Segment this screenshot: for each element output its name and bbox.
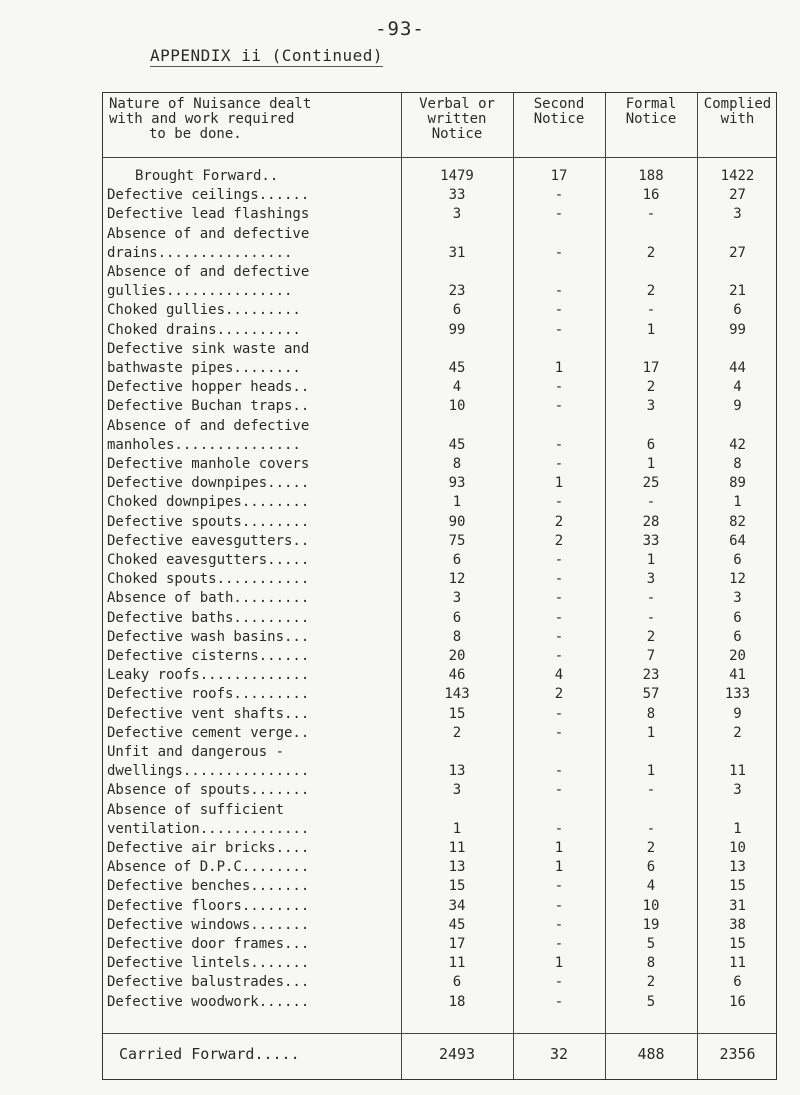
carried-forward-row [103, 1039, 776, 1069]
complied-count: 16 [729, 993, 746, 1010]
nuisance-description: Brought Forward.. [135, 168, 279, 184]
complied-count: 99 [729, 321, 746, 338]
header-complied-line: with [720, 111, 755, 127]
footer-complied-total: 2356 [719, 1045, 756, 1063]
complied-count: 10 [729, 840, 746, 856]
table-row [103, 609, 776, 627]
verbal-notice-count: 6 [452, 609, 462, 626]
formal-notice-count: 2 [646, 379, 656, 396]
table-row [103, 225, 776, 243]
verbal-notice-count: 46 [448, 667, 466, 684]
complied-count: 1422 [720, 168, 755, 184]
complied-count: 133 [724, 686, 751, 703]
nuisance-description: Choked gullies......... [107, 302, 301, 319]
second-notice-count: - [554, 552, 564, 568]
second-notice-count: - [554, 321, 564, 338]
nuisance-description: Defective cisterns...... [107, 648, 310, 664]
formal-notice-count: 2 [646, 628, 656, 645]
second-notice-count: - [554, 302, 564, 319]
second-notice-count: 1 [554, 475, 564, 492]
nuisance-description: Defective hopper heads.. [107, 379, 310, 396]
formal-notice-count: 188 [638, 168, 664, 184]
footer-divider [103, 1033, 776, 1034]
header-second [513, 97, 605, 127]
verbal-notice-count: 45 [448, 436, 466, 453]
header-nature-line: to be done. [149, 126, 242, 142]
formal-notice-count: - [646, 302, 656, 319]
formal-notice-count: 33 [642, 532, 660, 549]
table-row [103, 532, 776, 550]
complied-count: 9 [733, 705, 742, 722]
formal-notice-count: 25 [642, 475, 660, 492]
formal-notice-count: 4 [646, 878, 656, 895]
formal-notice-count: 19 [642, 916, 660, 933]
nuisance-description: Defective spouts........ [107, 513, 310, 530]
table-row [103, 263, 776, 281]
verbal-notice-count: 13 [448, 763, 466, 780]
second-notice-count: 1 [554, 859, 564, 876]
second-notice-count: 4 [554, 667, 564, 684]
nuisance-description: Absence of and defective [107, 225, 310, 242]
second-notice-count: 2 [554, 686, 564, 703]
nuisance-description: Choked spouts........... [107, 571, 310, 588]
complied-count: 11 [729, 955, 746, 972]
formal-notice-count: 1 [646, 552, 656, 568]
verbal-notice-count: 23 [448, 283, 466, 300]
table-row [103, 839, 776, 857]
nuisance-description: Defective air bricks.... [107, 840, 310, 856]
header-nature [109, 97, 399, 142]
second-notice-count: - [554, 398, 564, 415]
table-row [103, 513, 776, 531]
complied-count: 21 [729, 283, 746, 300]
verbal-notice-count: 3 [452, 782, 462, 799]
complied-count: 64 [729, 532, 746, 549]
complied-count: 6 [733, 628, 742, 645]
nuisance-description: Defective roofs......... [107, 686, 310, 703]
nuisance-table [102, 92, 777, 1080]
complied-count: 6 [733, 302, 742, 319]
complied-count: 89 [729, 475, 746, 492]
verbal-notice-count: 45 [448, 916, 466, 933]
second-notice-count: - [554, 244, 564, 261]
table-row [103, 935, 776, 953]
nuisance-description: Defective balustrades... [107, 974, 310, 991]
formal-notice-count: 2 [646, 840, 656, 856]
complied-count: 20 [729, 648, 746, 664]
second-notice-count: - [554, 571, 564, 588]
complied-count: 13 [729, 859, 746, 876]
verbal-notice-count: 11 [448, 955, 466, 972]
nuisance-description: Choked downpipes........ [107, 494, 310, 511]
complied-count: 6 [733, 552, 742, 568]
formal-notice-count: 2 [646, 974, 656, 991]
formal-notice-count: 8 [646, 705, 656, 722]
header-formal [605, 97, 697, 127]
second-notice-count: - [554, 628, 564, 645]
table-row [103, 628, 776, 646]
table-row [103, 378, 776, 396]
table-row [103, 551, 776, 569]
verbal-notice-count: 143 [444, 686, 470, 703]
nuisance-description: Defective downpipes..... [107, 475, 310, 492]
second-notice-count: 1 [554, 360, 564, 376]
table-row [103, 647, 776, 665]
verbal-notice-count: 45 [448, 360, 466, 376]
formal-notice-count: 57 [642, 686, 660, 703]
second-notice-count: - [554, 206, 564, 223]
nuisance-description: Defective benches....... [107, 878, 310, 895]
nuisance-description: Choked drains.......... [107, 321, 301, 338]
second-notice-count: 2 [554, 532, 564, 549]
second-notice-count: 2 [554, 513, 564, 530]
table-row [103, 455, 776, 473]
formal-notice-count: - [646, 820, 656, 837]
verbal-notice-count: 12 [448, 571, 466, 588]
table-row [103, 743, 776, 761]
complied-count: 4 [733, 379, 742, 396]
footer-verbal-total: 2493 [438, 1045, 476, 1063]
formal-notice-count: 17 [642, 360, 660, 376]
second-notice-count: - [554, 782, 564, 799]
complied-count: 2 [733, 724, 742, 741]
table-row [103, 993, 776, 1011]
nuisance-description: Defective vent shafts... [107, 705, 310, 722]
complied-count: 6 [733, 974, 742, 991]
verbal-notice-count: 17 [448, 936, 466, 952]
nuisance-description: Defective windows....... [107, 916, 310, 933]
table-row [103, 705, 776, 723]
nuisance-description: gullies............... [107, 283, 293, 300]
nuisance-description: Absence of D.P.C........ [107, 859, 310, 876]
verbal-notice-count: 10 [448, 398, 466, 415]
verbal-notice-count: 3 [452, 590, 462, 607]
nuisance-description: Defective baths......... [107, 609, 310, 626]
verbal-notice-count: 90 [448, 513, 466, 530]
table-row [103, 570, 776, 588]
complied-count: 6 [733, 609, 742, 626]
nuisance-description: Unfit and dangerous - [107, 744, 285, 760]
verbal-notice-count: 6 [452, 552, 462, 568]
table-row [103, 589, 776, 607]
nuisance-description: Absence of spouts....... [107, 782, 310, 799]
table-row [103, 954, 776, 972]
complied-count: 9 [733, 398, 742, 415]
table-row [103, 724, 776, 742]
nuisance-description: Defective cement verge.. [107, 724, 310, 741]
nuisance-description: Absence of and defective [107, 417, 310, 434]
second-notice-count: 17 [550, 168, 568, 184]
formal-notice-count: 23 [642, 667, 660, 684]
verbal-notice-count: 33 [448, 187, 466, 204]
second-notice-count: - [554, 609, 564, 626]
complied-count: 11 [729, 763, 746, 780]
second-notice-count: 1 [554, 840, 564, 856]
table-row [103, 167, 776, 185]
second-notice-count: - [554, 936, 564, 952]
nuisance-description: drains................ [107, 244, 293, 261]
verbal-notice-count: 8 [452, 456, 462, 472]
nuisance-description: Absence of sufficient [107, 801, 285, 818]
complied-count: 15 [729, 878, 746, 895]
second-notice-count: - [554, 820, 564, 837]
header-second-line: Second [533, 96, 585, 112]
second-notice-count: - [554, 283, 564, 300]
second-notice-count: - [554, 916, 564, 933]
table-row [103, 685, 776, 703]
table-row [103, 762, 776, 780]
formal-notice-count: 8 [646, 955, 656, 972]
table-row [103, 436, 776, 454]
second-notice-count: - [554, 648, 564, 664]
table-row [103, 916, 776, 934]
table-row [103, 359, 776, 377]
nuisance-description: Leaky roofs............. [107, 667, 310, 684]
second-notice-count: - [554, 763, 564, 780]
nuisance-description: Defective wash basins... [107, 628, 310, 645]
page-number: -93- [375, 18, 425, 40]
footer-second-total: 32 [549, 1045, 569, 1063]
formal-notice-count: - [646, 782, 656, 799]
nuisance-description: ventilation............. [107, 820, 310, 837]
nuisance-description: Absence of bath......... [107, 590, 310, 607]
second-notice-count: - [554, 993, 564, 1010]
nuisance-description: Defective lead flashings [107, 206, 310, 223]
nuisance-description: Defective ceilings...... [107, 187, 310, 204]
nuisance-description: Defective Buchan traps.. [107, 398, 310, 415]
nuisance-description: Defective lintels....... [107, 955, 310, 972]
verbal-notice-count: 31 [448, 244, 466, 261]
table-row [103, 801, 776, 819]
nuisance-description: Defective door frames... [107, 936, 310, 952]
formal-notice-count: 6 [646, 859, 656, 876]
table-row [103, 858, 776, 876]
nuisance-description: manholes............... [107, 436, 301, 453]
formal-notice-count: 1 [646, 724, 656, 741]
verbal-notice-count: 3 [452, 206, 462, 223]
formal-notice-count: 16 [642, 187, 660, 204]
table-row [103, 321, 776, 339]
formal-notice-count: 5 [646, 936, 656, 952]
nuisance-description: Defective manhole covers [107, 456, 310, 472]
verbal-notice-count: 93 [448, 475, 466, 492]
second-notice-count: - [554, 724, 564, 741]
nuisance-description: Absence of and defective [107, 264, 310, 280]
table-row [103, 301, 776, 319]
header-complied [697, 97, 778, 127]
formal-notice-count: 1 [646, 763, 656, 780]
second-notice-count: - [554, 897, 564, 914]
table-row [103, 474, 776, 492]
verbal-notice-count: 4 [452, 379, 462, 396]
formal-notice-count: 5 [646, 993, 656, 1010]
table-row [103, 973, 776, 991]
table-row [103, 877, 776, 895]
formal-notice-count: 1 [646, 321, 656, 338]
second-notice-count: - [554, 456, 564, 472]
verbal-notice-count: 1 [452, 494, 462, 511]
header-verbal [401, 97, 513, 142]
complied-count: 27 [729, 187, 746, 204]
verbal-notice-count: 34 [448, 897, 466, 914]
formal-notice-count: 28 [642, 513, 660, 530]
formal-notice-count: - [646, 206, 656, 223]
table-row [103, 205, 776, 223]
verbal-notice-count: 1 [452, 820, 462, 837]
header-nature-line: Nature of Nuisance dealt [109, 96, 312, 112]
second-notice-count: - [554, 878, 564, 895]
formal-notice-count: 3 [646, 398, 656, 415]
table-row [103, 282, 776, 300]
header-second-line: Notice [533, 111, 585, 127]
complied-count: 42 [729, 436, 746, 453]
complied-count: 1 [733, 494, 742, 511]
formal-notice-count: 6 [646, 436, 656, 453]
footer-label: Carried Forward..... [119, 1045, 300, 1063]
formal-notice-count: 1 [646, 456, 656, 472]
nuisance-description: Defective woodwork...... [107, 993, 310, 1010]
footer-formal-total: 488 [637, 1045, 665, 1063]
table-row [103, 186, 776, 204]
table-row [103, 244, 776, 262]
verbal-notice-count: 8 [452, 628, 462, 645]
table-row [103, 493, 776, 511]
nuisance-description: dwellings............... [107, 763, 310, 780]
nuisance-description: Defective floors........ [107, 897, 310, 914]
verbal-notice-count: 18 [448, 993, 466, 1010]
header-verbal-line: Verbal or [419, 96, 495, 112]
verbal-notice-count: 6 [452, 974, 462, 991]
verbal-notice-count: 1479 [440, 168, 474, 184]
formal-notice-count: 10 [642, 897, 660, 914]
header-verbal-line: written [427, 111, 487, 127]
complied-count: 12 [729, 571, 746, 588]
verbal-notice-count: 99 [448, 321, 466, 338]
verbal-notice-count: 11 [448, 840, 466, 856]
verbal-notice-count: 6 [452, 302, 462, 319]
formal-notice-count: 2 [646, 244, 656, 261]
complied-count: 82 [729, 513, 746, 530]
header-formal-line: Formal [625, 96, 677, 112]
second-notice-count: - [554, 974, 564, 991]
complied-count: 31 [729, 897, 746, 914]
nuisance-description: bathwaste pipes........ [107, 360, 301, 376]
table-row [103, 417, 776, 435]
formal-notice-count: 2 [646, 283, 656, 300]
second-notice-count: - [554, 436, 564, 453]
header-complied-line: Complied [703, 96, 772, 112]
header-divider [103, 157, 776, 158]
second-notice-count: - [554, 494, 564, 511]
second-notice-count: - [554, 379, 564, 396]
formal-notice-count: - [646, 590, 656, 607]
formal-notice-count: 7 [646, 648, 656, 664]
table-row [103, 781, 776, 799]
verbal-notice-count: 20 [448, 648, 466, 664]
table-row [103, 820, 776, 838]
complied-count: 41 [729, 667, 746, 684]
formal-notice-count: - [646, 609, 656, 626]
verbal-notice-count: 13 [448, 859, 466, 876]
second-notice-count: - [554, 187, 564, 204]
formal-notice-count: 3 [646, 571, 656, 588]
header-nature-line: with and work required [109, 111, 295, 127]
verbal-notice-count: 15 [448, 705, 466, 722]
complied-count: 8 [733, 456, 742, 472]
verbal-notice-count: 2 [452, 724, 462, 741]
table-row [103, 897, 776, 915]
second-notice-count: - [554, 705, 564, 722]
complied-count: 3 [733, 590, 742, 607]
nuisance-description: Defective sink waste and [107, 340, 310, 357]
second-notice-count: 1 [554, 955, 564, 972]
complied-count: 27 [729, 244, 746, 261]
table-row [103, 666, 776, 684]
appendix-title: APPENDIX ii (Continued) [150, 46, 384, 65]
nuisance-description: Defective eavesgutters.. [107, 532, 310, 549]
table-row [103, 340, 776, 358]
verbal-notice-count: 75 [448, 532, 466, 549]
complied-count: 44 [729, 360, 746, 376]
second-notice-count: - [554, 590, 564, 607]
complied-count: 15 [729, 936, 746, 952]
complied-count: 3 [733, 782, 742, 799]
table-row [103, 397, 776, 415]
complied-count: 38 [729, 916, 746, 933]
formal-notice-count: - [646, 494, 656, 511]
header-verbal-line: Notice [431, 126, 483, 142]
nuisance-description: Choked eavesgutters..... [107, 552, 310, 568]
complied-count: 1 [733, 820, 742, 837]
header-formal-line: Notice [625, 111, 677, 127]
verbal-notice-count: 15 [448, 878, 466, 895]
complied-count: 3 [733, 206, 742, 223]
